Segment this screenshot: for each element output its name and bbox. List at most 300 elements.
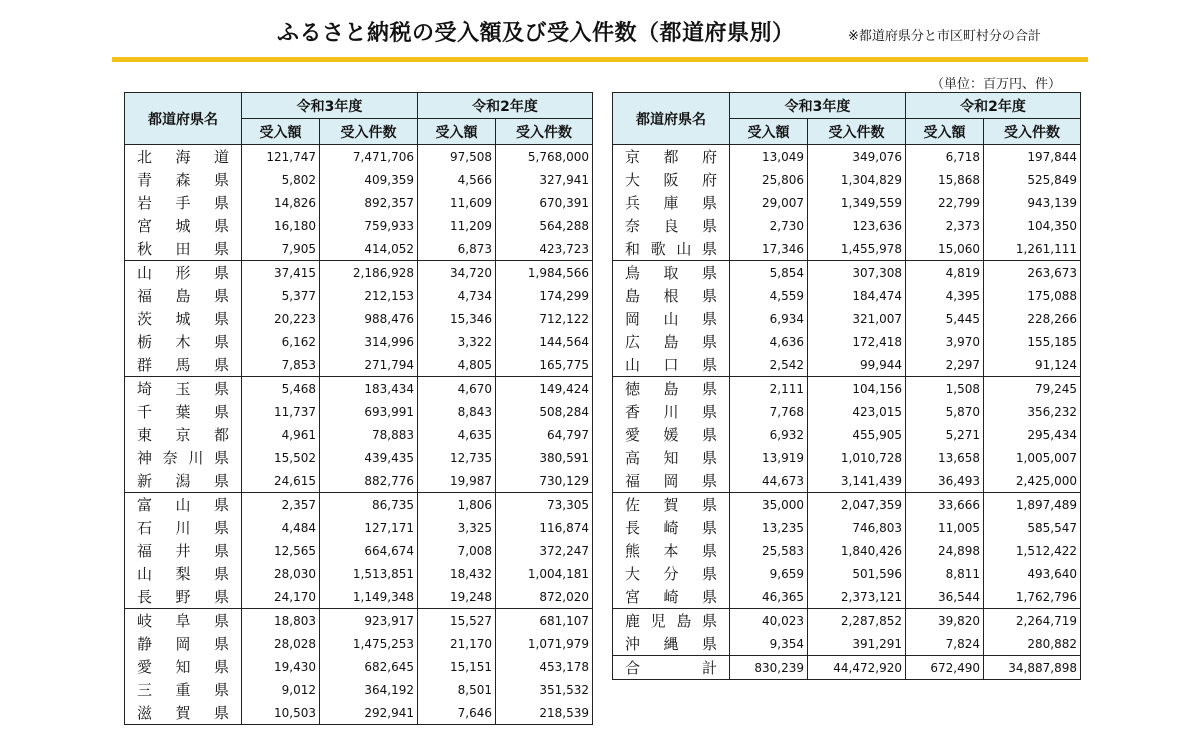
amount-year3-cell: 28,030 [242,562,320,585]
count-year3-cell: 183,434 [320,377,418,401]
count-year3-cell: 314,996 [320,330,418,353]
header-year3: 令和3年度 [242,93,418,119]
count-year3-cell: 664,674 [320,539,418,562]
amount-year2-cell: 7,008 [418,539,496,562]
count-year3-cell: 78,883 [320,423,418,446]
prefecture-name-text: 島 根 県 [625,287,717,305]
prefecture-name [613,261,730,285]
prefecture-name-text: 兵 庫 県 [625,194,717,212]
prefecture-name [613,307,730,330]
unit-label: （単位：百万円、件） [931,77,1062,92]
prefecture-name-text: 新 潟 県 [137,472,229,490]
count-year3-cell: 1,349,559 [808,191,906,214]
count-year2-cell: 174,299 [496,284,593,307]
amount-year2-cell: 34,720 [418,261,496,285]
count-year2-cell: 218,539 [496,701,593,725]
prefecture-name [613,469,730,493]
count-year3-cell: 882,776 [320,469,418,493]
count-year3-cell: 307,308 [808,261,906,285]
amount-year2-cell: 39,820 [906,609,984,633]
header-prefecture: 都道府県名 [613,93,730,145]
prefecture-name-text: 山 口 県 [625,356,717,374]
count-year2-cell: 263,673 [984,261,1081,285]
count-year2-cell: 1,004,181 [496,562,593,585]
prefecture-name [125,423,242,446]
prefecture-name-text: 福 岡 県 [625,472,717,490]
amount-year3-cell: 14,826 [242,191,320,214]
amount-year2-cell: 4,395 [906,284,984,307]
count-year3-cell: 923,917 [320,609,418,633]
amount-year2-cell: 6,718 [906,145,984,169]
prefecture-name-text: 青 森 県 [137,171,229,189]
count-year2-cell: 1,071,979 [496,632,593,655]
amount-year2-cell: 19,987 [418,469,496,493]
amount-year3-cell: 16,180 [242,214,320,237]
header-count-year2: 受入件数 [496,119,593,145]
amount-year3-cell: 13,919 [730,446,808,469]
prefecture-name [613,168,730,191]
amount-year3-cell: 24,170 [242,585,320,609]
prefecture-name-text: 栃 木 県 [137,333,229,351]
count-year2-cell: 351,532 [496,678,593,701]
amount-year3-cell: 11,737 [242,400,320,423]
count-year3-cell: 892,357 [320,191,418,214]
table-row [613,493,1081,517]
prefecture-name-text: 沖 縄 県 [625,635,717,653]
table-row [125,609,593,633]
prefecture-name-text: 岩 手 県 [137,194,229,212]
header-year2: 令和2年度 [418,93,593,119]
amount-year3-cell: 6,932 [730,423,808,446]
prefecture-name [125,609,242,633]
prefecture-name [125,400,242,423]
amount-year2-cell: 4,635 [418,423,496,446]
header-year3: 令和3年度 [730,93,906,119]
amount-year2-cell: 36,544 [906,585,984,609]
prefecture-name-text: 岐 阜 県 [137,612,229,630]
prefecture-name [125,701,242,725]
prefecture-name [125,585,242,609]
prefecture-name [125,214,242,237]
amount-year3-cell: 7,905 [242,237,320,261]
prefecture-name-text: 千 葉 県 [137,403,229,421]
prefecture-name-text: 徳 島 県 [625,380,717,398]
amount-year2-cell: 4,670 [418,377,496,401]
total-count-year2: 34,887,898 [984,656,1081,680]
table-row [125,446,593,469]
count-year2-cell: 943,139 [984,191,1081,214]
title-underline [112,57,1088,62]
prefecture-name [613,516,730,539]
amount-year3-cell: 46,365 [730,585,808,609]
amount-year3-cell: 9,659 [730,562,808,585]
count-year2-cell: 79,245 [984,377,1081,401]
table-row [125,469,593,493]
count-year2-cell: 508,284 [496,400,593,423]
table-row [125,423,593,446]
amount-year2-cell: 11,609 [418,191,496,214]
amount-year3-cell: 20,223 [242,307,320,330]
amount-year3-cell: 2,357 [242,493,320,517]
prefecture-name [613,191,730,214]
amount-year3-cell: 121,747 [242,145,320,169]
amount-year2-cell: 36,493 [906,469,984,493]
table-row [125,678,593,701]
table-row [613,237,1081,261]
prefecture-name-text: 北 海 道 [137,148,229,166]
amount-year2-cell: 21,170 [418,632,496,655]
amount-year3-cell: 4,559 [730,284,808,307]
amount-year3-cell: 10,503 [242,701,320,725]
count-year2-cell: 670,391 [496,191,593,214]
count-year3-cell: 212,153 [320,284,418,307]
page-title: ふるさと納税の受入額及び受入件数（都道府県別） [277,21,795,46]
amount-year2-cell: 2,297 [906,353,984,377]
table-row [613,284,1081,307]
table-row [613,516,1081,539]
prefecture-name [613,353,730,377]
prefecture-name [613,145,730,169]
amount-year2-cell: 4,566 [418,168,496,191]
prefecture-name [125,446,242,469]
count-year2-cell: 585,547 [984,516,1081,539]
count-year3-cell: 501,596 [808,562,906,585]
header-year2: 令和2年度 [906,93,1081,119]
count-year2-cell: 165,775 [496,353,593,377]
amount-year2-cell: 8,843 [418,400,496,423]
amount-year2-cell: 15,527 [418,609,496,633]
prefecture-name [125,562,242,585]
table-row [613,469,1081,493]
table-row [125,539,593,562]
table-row [613,191,1081,214]
amount-year2-cell: 1,806 [418,493,496,517]
prefecture-name-text: 石 川 県 [137,519,229,537]
prefecture-name-text: 埼 玉 県 [137,380,229,398]
count-year3-cell: 172,418 [808,330,906,353]
count-year2-cell: 64,797 [496,423,593,446]
total-amount-year2: 672,490 [906,656,984,680]
count-year3-cell: 439,435 [320,446,418,469]
header-amount-year2: 受入額 [418,119,496,145]
prefecture-name-text: 熊 本 県 [625,542,717,560]
prefecture-name-text: 秋 田 県 [137,240,229,258]
table-row [125,353,593,377]
count-year3-cell: 3,141,439 [808,469,906,493]
amount-year2-cell: 22,799 [906,191,984,214]
prefecture-name-text: 香 川 県 [625,403,717,421]
count-year2-cell: 1,005,007 [984,446,1081,469]
table-row [613,562,1081,585]
table-row [125,168,593,191]
amount-year3-cell: 9,012 [242,678,320,701]
prefecture-name [125,261,242,285]
amount-year3-cell: 13,235 [730,516,808,539]
prefecture-name [613,330,730,353]
count-year2-cell: 104,350 [984,214,1081,237]
amount-year2-cell: 15,151 [418,655,496,678]
count-year3-cell: 349,076 [808,145,906,169]
table-row [613,330,1081,353]
total-label-left: 合 [625,659,641,677]
amount-year3-cell: 5,468 [242,377,320,401]
prefecture-name [613,562,730,585]
table-row [125,191,593,214]
table-row [613,353,1081,377]
prefecture-name-text: 長 野 県 [137,588,229,606]
amount-year2-cell: 3,970 [906,330,984,353]
amount-year2-cell: 5,271 [906,423,984,446]
prefecture-name [125,377,242,401]
count-year3-cell: 455,905 [808,423,906,446]
amount-year2-cell: 3,322 [418,330,496,353]
total-count-year3: 44,472,920 [808,656,906,680]
count-year3-cell: 104,156 [808,377,906,401]
prefecture-name [613,446,730,469]
count-year3-cell: 2,186,928 [320,261,418,285]
prefecture-name-text: 宮 崎 県 [625,588,717,606]
prefecture-name-text: 福 井 県 [137,542,229,560]
total-label [613,656,730,680]
amount-year3-cell: 24,615 [242,469,320,493]
count-year2-cell: 564,288 [496,214,593,237]
count-year2-cell: 423,723 [496,237,593,261]
amount-year2-cell: 18,432 [418,562,496,585]
count-year2-cell: 228,266 [984,307,1081,330]
amount-year2-cell: 15,868 [906,168,984,191]
count-year2-cell: 175,088 [984,284,1081,307]
table-row [125,307,593,330]
count-year3-cell: 693,991 [320,400,418,423]
amount-year3-cell: 29,007 [730,191,808,214]
amount-year2-cell: 7,646 [418,701,496,725]
count-year2-cell: 380,591 [496,446,593,469]
amount-year2-cell: 15,060 [906,237,984,261]
count-year2-cell: 73,305 [496,493,593,517]
prefecture-name [125,493,242,517]
amount-year2-cell: 11,209 [418,214,496,237]
amount-year2-cell: 1,508 [906,377,984,401]
table-row [125,701,593,725]
amount-year3-cell: 15,502 [242,446,320,469]
amount-year2-cell: 24,898 [906,539,984,562]
count-year3-cell: 2,287,852 [808,609,906,633]
amount-year3-cell: 37,415 [242,261,320,285]
prefecture-name [125,330,242,353]
prefecture-name-text: 長 崎 県 [625,519,717,537]
amount-year3-cell: 40,023 [730,609,808,633]
table-row [125,330,593,353]
prefecture-name [125,469,242,493]
count-year3-cell: 1,010,728 [808,446,906,469]
count-year3-cell: 1,304,829 [808,168,906,191]
table-row [125,400,593,423]
amount-year3-cell: 28,028 [242,632,320,655]
count-year3-cell: 423,015 [808,400,906,423]
count-year2-cell: 1,512,422 [984,539,1081,562]
prefecture-name [613,423,730,446]
amount-year2-cell: 15,346 [418,307,496,330]
table-row [613,446,1081,469]
amount-year2-cell: 8,811 [906,562,984,585]
prefecture-name [613,400,730,423]
table-row [613,168,1081,191]
amount-year3-cell: 7,768 [730,400,808,423]
prefecture-name-text: 岡 山 県 [625,310,717,328]
count-year2-cell: 872,020 [496,585,593,609]
prefecture-name [125,353,242,377]
count-year2-cell: 5,768,000 [496,145,593,169]
right-prefecture-table [612,92,1081,680]
table-row [613,400,1081,423]
amount-year2-cell: 3,325 [418,516,496,539]
count-year2-cell: 2,425,000 [984,469,1081,493]
amount-year3-cell: 5,377 [242,284,320,307]
table-row [613,307,1081,330]
prefecture-name-text: 静 岡 県 [137,635,229,653]
prefecture-name [613,377,730,401]
count-year3-cell: 1,840,426 [808,539,906,562]
prefecture-name [613,284,730,307]
prefecture-name [125,145,242,169]
count-year3-cell: 271,794 [320,353,418,377]
count-year3-cell: 321,007 [808,307,906,330]
count-year3-cell: 746,803 [808,516,906,539]
prefecture-name [125,191,242,214]
table-row [125,493,593,517]
count-year2-cell: 356,232 [984,400,1081,423]
prefecture-name [613,539,730,562]
header-amount-year3: 受入額 [242,119,320,145]
amount-year3-cell: 6,934 [730,307,808,330]
table-row [125,237,593,261]
prefecture-name-text: 茨 城 県 [137,310,229,328]
count-year3-cell: 7,471,706 [320,145,418,169]
prefecture-name-text: 愛 媛 県 [625,426,717,444]
table-row [613,632,1081,656]
amount-year3-cell: 25,806 [730,168,808,191]
header-count-year3: 受入件数 [320,119,418,145]
total-amount-year3: 830,239 [730,656,808,680]
header-count-year2: 受入件数 [984,119,1081,145]
prefecture-name [125,655,242,678]
prefecture-name-text: 和 歌 山 県 [625,240,717,258]
prefecture-name [613,585,730,609]
table-row [125,585,593,609]
prefecture-name-text: 京 都 府 [625,148,717,166]
prefecture-name-text: 福 島 県 [137,287,229,305]
header-count-year3: 受入件数 [808,119,906,145]
amount-year3-cell: 2,542 [730,353,808,377]
count-year3-cell: 99,944 [808,353,906,377]
prefecture-name [125,284,242,307]
prefecture-name [613,609,730,633]
amount-year3-cell: 7,853 [242,353,320,377]
table-row [613,609,1081,633]
amount-year3-cell: 17,346 [730,237,808,261]
total-label-right: 計 [701,659,717,677]
count-year2-cell: 712,122 [496,307,593,330]
prefecture-name-text: 滋 賀 県 [137,704,229,722]
table-row [125,516,593,539]
count-year2-cell: 525,849 [984,168,1081,191]
prefecture-name [125,307,242,330]
count-year3-cell: 682,645 [320,655,418,678]
prefecture-name [125,168,242,191]
amount-year3-cell: 19,430 [242,655,320,678]
table-row [125,284,593,307]
count-year3-cell: 1,513,851 [320,562,418,585]
amount-year3-cell: 12,565 [242,539,320,562]
count-year3-cell: 2,047,359 [808,493,906,517]
amount-year2-cell: 6,873 [418,237,496,261]
count-year2-cell: 1,762,796 [984,585,1081,609]
prefecture-name-text: 奈 良 県 [625,217,717,235]
prefecture-name-text: 神 奈 川 県 [137,449,229,467]
count-year2-cell: 493,640 [984,562,1081,585]
count-year3-cell: 184,474 [808,284,906,307]
amount-year3-cell: 4,484 [242,516,320,539]
count-year2-cell: 1,261,111 [984,237,1081,261]
prefecture-name-text: 山 形 県 [137,264,229,282]
count-year2-cell: 295,434 [984,423,1081,446]
prefecture-name-text: 三 重 県 [137,681,229,699]
count-year3-cell: 123,636 [808,214,906,237]
count-year2-cell: 327,941 [496,168,593,191]
amount-year3-cell: 18,803 [242,609,320,633]
amount-year3-cell: 9,354 [730,632,808,656]
table-row [125,377,593,401]
count-year2-cell: 197,844 [984,145,1081,169]
amount-year3-cell: 13,049 [730,145,808,169]
prefecture-name-text: 広 島 県 [625,333,717,351]
count-year2-cell: 681,107 [496,609,593,633]
count-year2-cell: 91,124 [984,353,1081,377]
prefecture-name-text: 宮 城 県 [137,217,229,235]
table-row [613,377,1081,401]
amount-year2-cell: 2,373 [906,214,984,237]
prefecture-name [613,632,730,656]
count-year3-cell: 1,149,348 [320,585,418,609]
amount-year2-cell: 4,734 [418,284,496,307]
header-amount-year2: 受入額 [906,119,984,145]
count-year2-cell: 149,424 [496,377,593,401]
prefecture-name-text: 鹿 児 島 県 [625,612,717,630]
header-amount-year3: 受入額 [730,119,808,145]
count-year3-cell: 86,735 [320,493,418,517]
count-year2-cell: 116,874 [496,516,593,539]
amount-year2-cell: 7,824 [906,632,984,656]
table-row [613,423,1081,446]
prefecture-name-text: 山 梨 県 [137,565,229,583]
count-year3-cell: 1,475,253 [320,632,418,655]
table-row [125,145,593,169]
table-row [613,585,1081,609]
prefecture-name [613,493,730,517]
left-prefecture-table [124,92,593,725]
count-year2-cell: 280,882 [984,632,1081,656]
amount-year3-cell: 6,162 [242,330,320,353]
amount-year2-cell: 13,658 [906,446,984,469]
prefecture-name [613,237,730,261]
prefecture-name-text: 大 分 県 [625,565,717,583]
table-row [125,261,593,285]
total-row [613,656,1081,680]
count-year2-cell: 453,178 [496,655,593,678]
count-year3-cell: 409,359 [320,168,418,191]
table-row [125,655,593,678]
table-row [125,214,593,237]
